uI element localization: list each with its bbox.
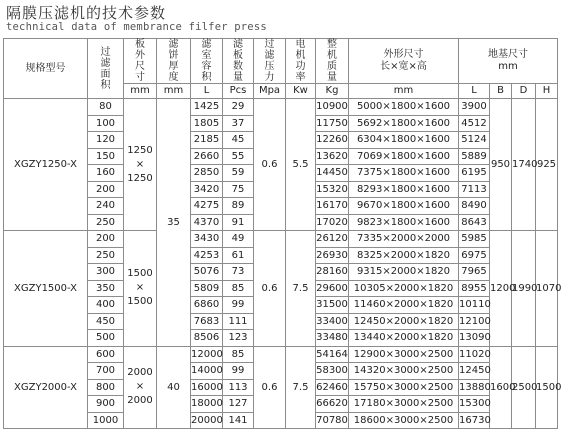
header-area: 过滤面积 xyxy=(88,39,124,99)
cell-dims: 12450×2000×1820 xyxy=(349,313,459,330)
cell-volume: 4370 xyxy=(191,214,223,231)
cell-count: 49 xyxy=(223,231,254,248)
cell-area: 700 xyxy=(88,363,124,380)
header-count-unit: Pcs xyxy=(223,84,254,99)
cell-base-L: 5124 xyxy=(459,132,490,149)
cell-area: 250 xyxy=(88,214,124,231)
cell-weight: 13620 xyxy=(316,148,349,165)
cell-power: 7.5 xyxy=(286,346,316,429)
cell-dims: 14320×3000×2500 xyxy=(349,363,459,380)
cell-volume: 1425 xyxy=(191,99,223,116)
cell-base-L: 12450 xyxy=(459,363,490,380)
cell-volume: 3420 xyxy=(191,181,223,198)
cell-count: 113 xyxy=(223,379,254,396)
cell-dims: 6304×1800×1600 xyxy=(349,132,459,149)
cell-base-L: 5889 xyxy=(459,148,490,165)
header-count: 滤板数量 xyxy=(223,39,254,84)
plate-size-part: 1250 xyxy=(127,172,153,184)
cell-weight: 33480 xyxy=(316,330,349,347)
cell-base-L: 10110 xyxy=(459,297,490,314)
cell-base-L: 8643 xyxy=(459,214,490,231)
cell-dims: 5692×1800×1600 xyxy=(349,115,459,132)
cell-volume: 7683 xyxy=(191,313,223,330)
header-base-H: H xyxy=(536,84,558,99)
page-subtitle: technical data of membrance filfer press xyxy=(6,21,267,33)
cell-count: 91 xyxy=(223,214,254,231)
header-plate: 板外尺寸 xyxy=(124,39,157,84)
cell-plate-size xyxy=(124,99,157,231)
cell-dims: 8293×1800×1600 xyxy=(349,181,459,198)
cell-dims: 18600×3000×2500 xyxy=(349,412,459,429)
cell-volume: 14000 xyxy=(191,363,223,380)
cell-volume: 2660 xyxy=(191,148,223,165)
cell-weight: 29600 xyxy=(316,280,349,297)
cell-count: 45 xyxy=(223,132,254,149)
cell-weight: 70780 xyxy=(316,412,349,429)
cell-weight: 58300 xyxy=(316,363,349,380)
cell-base-B: 950 xyxy=(490,99,512,231)
cell-base-L: 15300 xyxy=(459,396,490,413)
cell-base-L: 8490 xyxy=(459,198,490,215)
cell-weight: 33400 xyxy=(316,313,349,330)
table-header xyxy=(4,39,558,99)
cell-volume: 4275 xyxy=(191,198,223,215)
header-power: 电机功率 xyxy=(286,39,316,84)
cell-count: 89 xyxy=(223,198,254,215)
cell-power: 5.5 xyxy=(286,99,316,231)
cell-base-L: 7113 xyxy=(459,181,490,198)
cell-base-H: 925 xyxy=(536,99,558,231)
cell-weight: 11750 xyxy=(316,115,349,132)
plate-size-part: 1500 xyxy=(127,296,153,308)
cell-volume: 5076 xyxy=(191,264,223,281)
cell-area: 120 xyxy=(88,132,124,149)
cell-dims: 15750×3000×2500 xyxy=(349,379,459,396)
cell-count: 99 xyxy=(223,363,254,380)
header-model: 规格型号 xyxy=(4,39,88,99)
header-weight-unit: Kg xyxy=(316,84,349,99)
cell-area: 1000 xyxy=(88,412,124,429)
cell-area: 450 xyxy=(88,313,124,330)
cell-volume: 1805 xyxy=(191,115,223,132)
cell-model: XGZY1250-X xyxy=(4,99,88,231)
header-base: 地基尺寸 mm xyxy=(459,39,558,84)
cell-area: 900 xyxy=(88,396,124,413)
cell-dims: 9315×2000×1820 xyxy=(349,264,459,281)
header-base-D: D xyxy=(512,84,536,99)
cell-dims: 8325×2000×1820 xyxy=(349,247,459,264)
header-cake: 滤饼厚度 xyxy=(157,39,191,84)
cell-area: 500 xyxy=(88,330,124,347)
cell-pressure: 0.6 xyxy=(254,99,286,231)
cell-volume: 12000 xyxy=(191,346,223,363)
cell-weight: 14450 xyxy=(316,165,349,182)
cell-base-L: 12100 xyxy=(459,313,490,330)
header-volume: 滤室容积 xyxy=(191,39,223,84)
cell-base-L: 6195 xyxy=(459,165,490,182)
cell-volume: 2185 xyxy=(191,132,223,149)
cell-base-L: 6975 xyxy=(459,247,490,264)
cell-dims: 7069×1800×1600 xyxy=(349,148,459,165)
cell-base-D: 2500 xyxy=(512,346,536,429)
cell-area: 600 xyxy=(88,346,124,363)
plate-size-part: 1500 xyxy=(127,268,153,280)
cell-weight: 31500 xyxy=(316,297,349,314)
plate-size-part: 1250 xyxy=(127,144,153,156)
cell-count: 75 xyxy=(223,181,254,198)
cell-weight: 54164 xyxy=(316,346,349,363)
page-title: 隔膜压滤机的技术参数 xyxy=(6,4,167,22)
header-weight: 整机质量 xyxy=(316,39,349,84)
cell-power: 7.5 xyxy=(286,231,316,347)
cell-area: 100 xyxy=(88,115,124,132)
cell-base-L: 4512 xyxy=(459,115,490,132)
cell-count: 37 xyxy=(223,115,254,132)
cell-model: XGZY1500-X xyxy=(4,231,88,347)
cell-volume: 8506 xyxy=(191,330,223,347)
header-cake-unit: mm xyxy=(157,84,191,99)
cell-dims: 11460×2000×1820 xyxy=(349,297,459,314)
cell-volume: 2850 xyxy=(191,165,223,182)
cell-count: 127 xyxy=(223,396,254,413)
spec-table xyxy=(3,38,562,429)
cell-pressure: 0.6 xyxy=(254,231,286,347)
cell-dims: 10305×2000×1820 xyxy=(349,280,459,297)
cell-count: 85 xyxy=(223,280,254,297)
cell-plate-size xyxy=(124,346,157,429)
plate-size-part: × xyxy=(135,158,145,170)
header-dims: 外形尺寸 长×宽×高 xyxy=(349,39,459,84)
cell-count: 141 xyxy=(223,412,254,429)
cell-cake: 35 xyxy=(157,99,191,347)
cell-base-L: 11020 xyxy=(459,346,490,363)
cell-count: 73 xyxy=(223,264,254,281)
cell-base-L: 3900 xyxy=(459,99,490,116)
cell-dims: 7335×2000×2000 xyxy=(349,231,459,248)
cell-area: 350 xyxy=(88,280,124,297)
cell-count: 59 xyxy=(223,165,254,182)
cell-base-L: 8955 xyxy=(459,280,490,297)
cell-area: 800 xyxy=(88,379,124,396)
cell-area: 400 xyxy=(88,297,124,314)
cell-area: 200 xyxy=(88,181,124,198)
header-volume-unit: L xyxy=(191,84,223,99)
cell-dims: 12900×3000×2500 xyxy=(349,346,459,363)
cell-dims: 7375×1800×1600 xyxy=(349,165,459,182)
cell-plate-size xyxy=(124,231,157,347)
cell-base-D: 1740 xyxy=(512,99,536,231)
cell-base-H: 1070 xyxy=(536,231,558,347)
header-pressure: 过滤压力 xyxy=(254,39,286,84)
cell-dims: 9670×1800×1600 xyxy=(349,198,459,215)
header-plate-unit: mm xyxy=(124,84,157,99)
cell-count: 123 xyxy=(223,330,254,347)
cell-weight: 66620 xyxy=(316,396,349,413)
cell-volume: 6860 xyxy=(191,297,223,314)
cell-volume: 18000 xyxy=(191,396,223,413)
cell-volume: 16000 xyxy=(191,379,223,396)
cell-area: 200 xyxy=(88,231,124,248)
table-body xyxy=(4,99,562,429)
cell-area: 80 xyxy=(88,99,124,116)
cell-count: 85 xyxy=(223,346,254,363)
cell-count: 99 xyxy=(223,297,254,314)
cell-volume: 20000 xyxy=(191,412,223,429)
cell-area: 250 xyxy=(88,247,124,264)
cell-volume: 5809 xyxy=(191,280,223,297)
cell-dims: 9823×1800×1600 xyxy=(349,214,459,231)
cell-volume: 4253 xyxy=(191,247,223,264)
cell-weight: 17020 xyxy=(316,214,349,231)
table-row xyxy=(4,99,558,116)
cell-area: 240 xyxy=(88,198,124,215)
plate-size-part: × xyxy=(135,282,145,294)
cell-base-D: 1990 xyxy=(512,231,536,347)
cell-base-L: 16730 xyxy=(459,412,490,429)
cell-weight: 26120 xyxy=(316,231,349,248)
header-dims-unit: mm xyxy=(349,84,459,99)
cell-base-B: 1200 xyxy=(490,231,512,347)
cell-base-H: 1500 xyxy=(536,346,558,429)
cell-dims: 5000×1800×1600 xyxy=(349,99,459,116)
header-base-B: B xyxy=(490,84,512,99)
cell-weight: 62460 xyxy=(316,379,349,396)
cell-weight: 12260 xyxy=(316,132,349,149)
cell-dims: 13440×2000×1820 xyxy=(349,330,459,347)
cell-area: 160 xyxy=(88,165,124,182)
cell-count: 29 xyxy=(223,99,254,116)
plate-size-part: 2000 xyxy=(127,395,153,407)
cell-volume: 3430 xyxy=(191,231,223,248)
cell-count: 61 xyxy=(223,247,254,264)
cell-weight: 15320 xyxy=(316,181,349,198)
table-row xyxy=(4,231,558,248)
cell-model: XGZY2000-X xyxy=(4,346,88,429)
cell-base-L: 13880 xyxy=(459,379,490,396)
cell-dims: 17180×3000×2500 xyxy=(349,396,459,413)
cell-pressure: 0.6 xyxy=(254,346,286,429)
cell-base-L: 5985 xyxy=(459,231,490,248)
plate-size-part: 2000 xyxy=(127,367,153,379)
cell-cake: 40 xyxy=(157,346,191,429)
cell-base-B: 1600 xyxy=(490,346,512,429)
table-row xyxy=(4,346,558,363)
cell-base-L: 13090 xyxy=(459,330,490,347)
cell-weight: 16170 xyxy=(316,198,349,215)
cell-count: 55 xyxy=(223,148,254,165)
cell-weight: 10900 xyxy=(316,99,349,116)
cell-count: 111 xyxy=(223,313,254,330)
header-power-unit: Kw xyxy=(286,84,316,99)
cell-area: 150 xyxy=(88,148,124,165)
header-pressure-unit: Mpa xyxy=(254,84,286,99)
header-base-L: L xyxy=(459,84,490,99)
cell-base-L: 7965 xyxy=(459,264,490,281)
plate-size-part: × xyxy=(135,381,145,393)
cell-area: 300 xyxy=(88,264,124,281)
cell-weight: 28160 xyxy=(316,264,349,281)
cell-weight: 26930 xyxy=(316,247,349,264)
